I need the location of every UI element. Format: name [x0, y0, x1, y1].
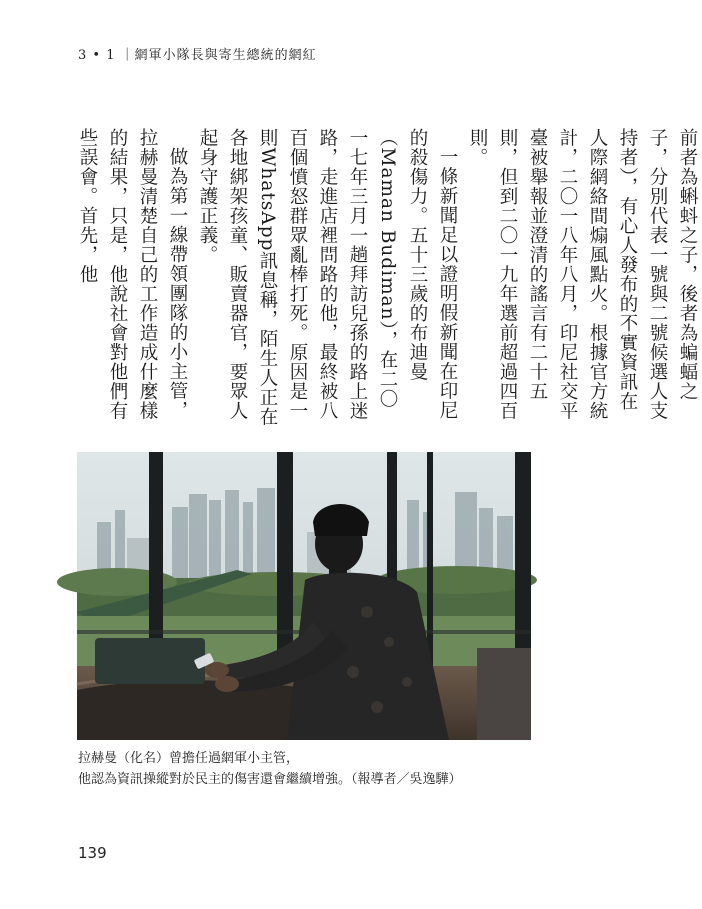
running-header: 3 • 1 ｜網軍小隊長與寄生總統的網紅: [78, 48, 317, 63]
photo-caption: [78, 748, 462, 790]
vertical-body-text: [72, 128, 702, 428]
caption-line-2: 他認為資訊操縱對於民主的傷害還會繼續增強。（報導者／吳逸驊）: [78, 772, 462, 787]
photo-illustration: [77, 452, 531, 740]
photo: [77, 452, 531, 740]
paragraph-3: 做為第一線帶領團隊的小主管，拉赫曼清楚自己的工作造成什麼樣的結果，只是，他說社會對他們有些誤會。首先，他: [77, 128, 188, 421]
caption-line-1: 拉赫曼（化名）曾擔任過網軍小主管，: [78, 751, 300, 766]
body-text-block: [72, 128, 698, 428]
paragraph-1: 前者為蝌蚪之子，後者為蝙蝠之子，分別代表一號與二號候選人支持者），有心人發布的不實資訊在人際網絡間煽風點火。根據官方統計，二〇一八年八月，印尼社交平臺被舉報並澄清的謠言有二十五則，但到二〇一九年選前超過四百則。: [467, 128, 698, 421]
page-number: 139: [78, 844, 107, 862]
paragraph-2: 一條新聞足以證明假新聞在印尼的殺傷力。五十三歲的布迪曼（Maman Budiman），在二〇一七年三月一趟拜訪兒孫的路上迷路，走進店裡問路的他，最終被八百個憤怒群眾亂棒打死。原因是一則WhatsApp訊息稱，陌生人正在各地綁架孩童、販賣器官，要眾人起身守護正義。: [197, 128, 458, 427]
